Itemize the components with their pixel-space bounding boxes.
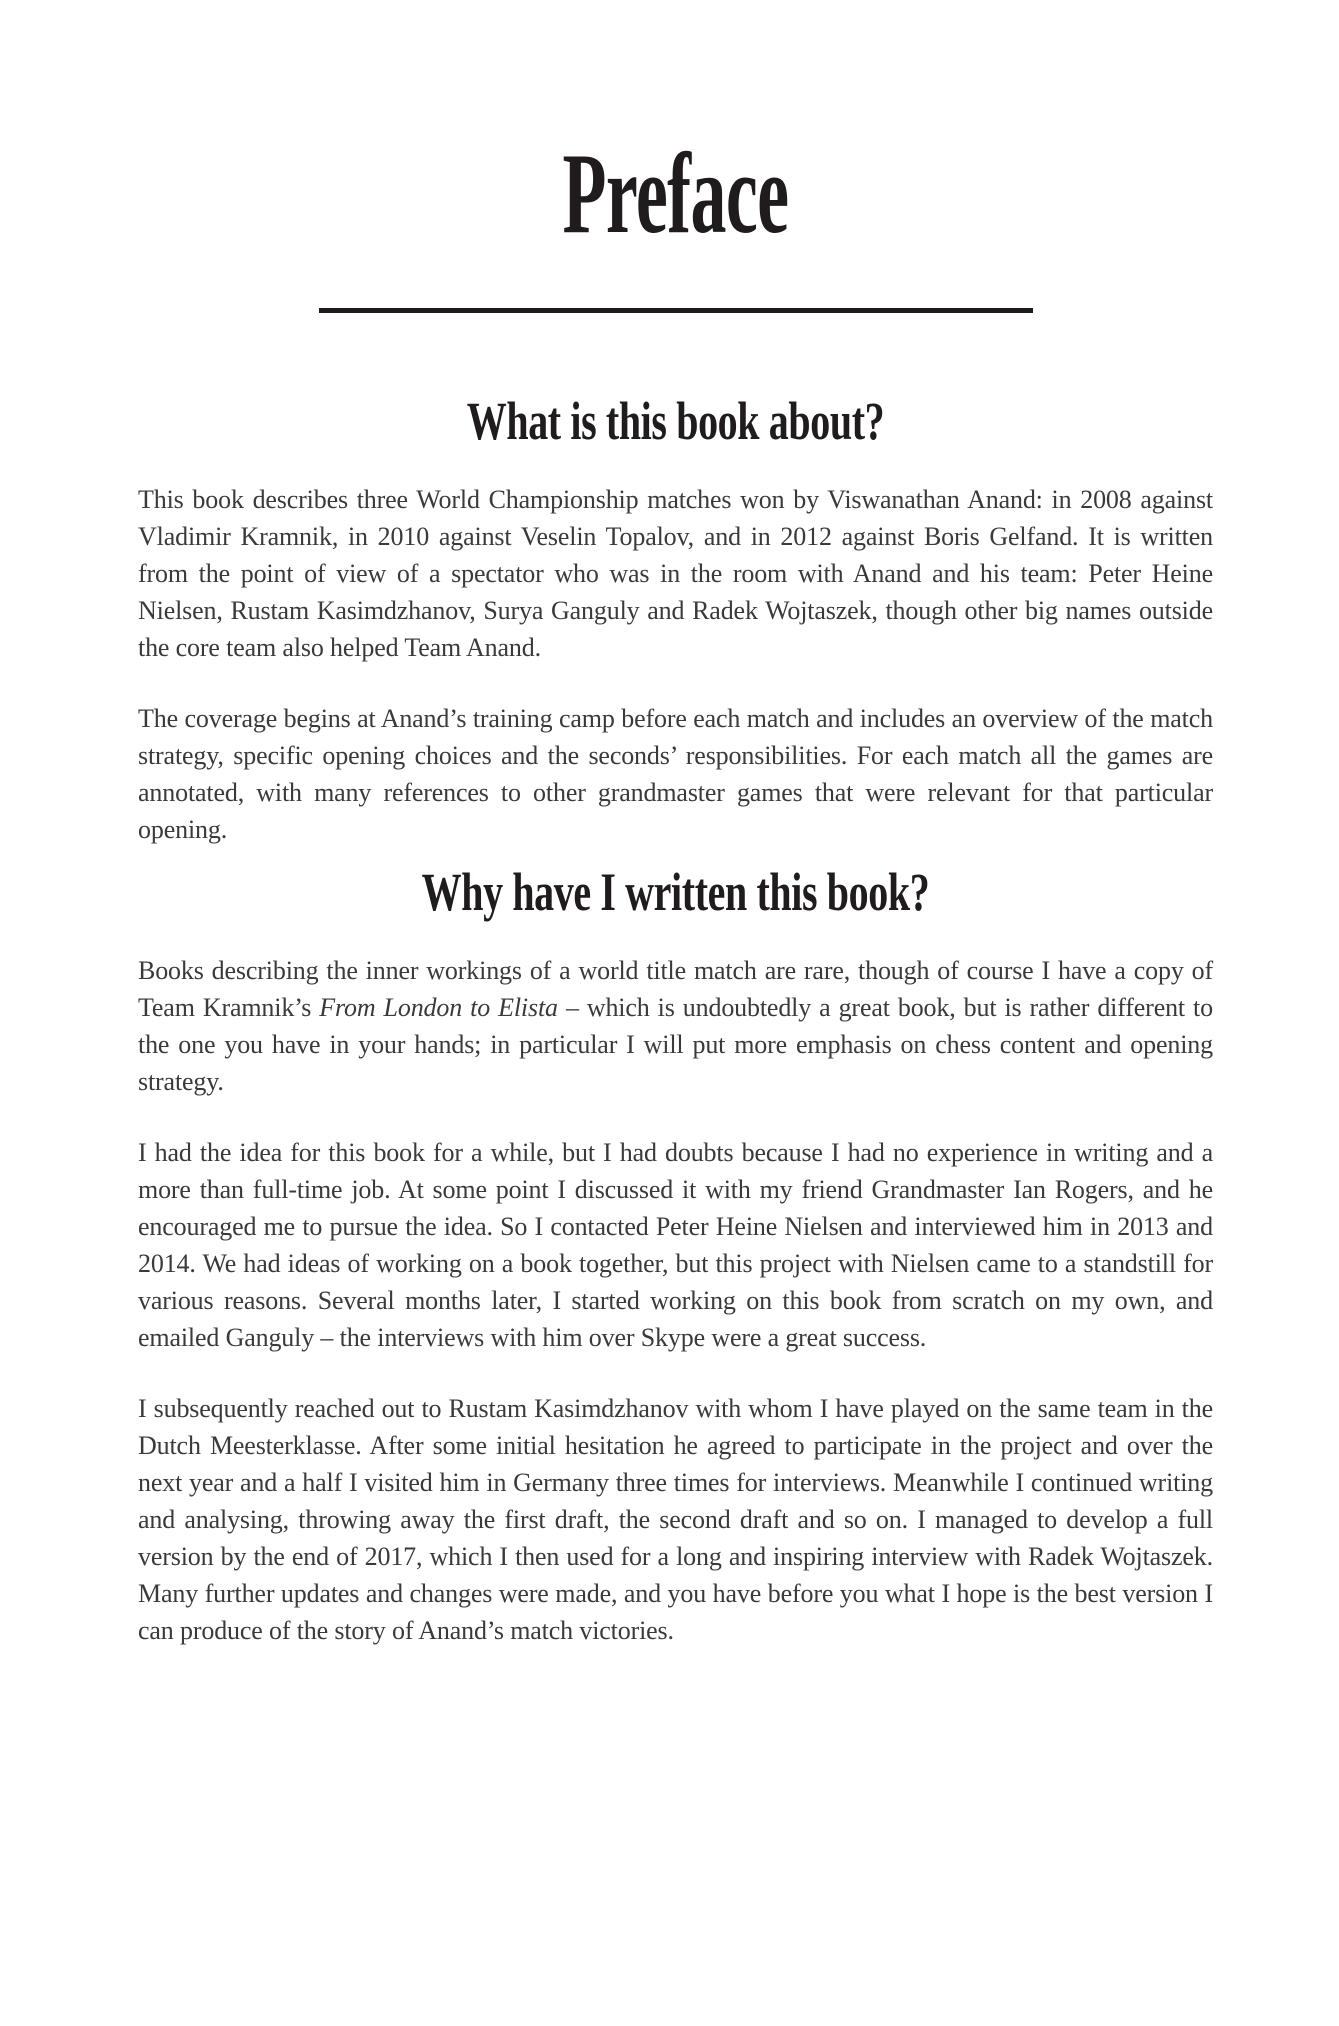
paragraph xyxy=(138,952,1213,1100)
text-run: Books describing the inner workings of a world title match are rare, though of course I have a copy of Team Kramnik’s xyxy=(138,956,1213,1022)
text-run: – which is undoubtedly a great book, but is rather different to the one you have in your hands; in particular I will put more emphasis on chess content and opening strategy. xyxy=(138,993,1213,1096)
section-heading: Why have I written this book? xyxy=(421,862,930,922)
preface-body xyxy=(138,389,1213,1649)
text-run: The coverage begins at Anand’s training camp before each match and includes an overview of the match strategy, specific opening choices and the seconds’ responsibilities. For each match all the games are annotated, with many references to other grandmaster games that were relevant for that particular opening. xyxy=(138,704,1213,844)
paragraph xyxy=(138,481,1213,666)
italic-book-title: From London to Elista xyxy=(319,993,558,1022)
section-heading: What is this book about? xyxy=(466,391,885,451)
page-title: Preface xyxy=(562,130,789,258)
title-divider xyxy=(319,308,1033,313)
paragraph xyxy=(138,700,1213,848)
text-run: This book describes three World Championship matches won by Viswanathan Anand: in 2008 against Vladimir Kramnik, in 2010 against Veselin Topalov, and in 2012 against Boris Gelfand. It is written from the point of view of a spectator who was in the room with Anand and his team: Peter Heine Nielsen, Rustam Kasimdzhanov, Surya Ganguly and Radek Wojtaszek, though other big names outside the core team also helped Team Anand. xyxy=(138,485,1213,662)
paragraph xyxy=(138,1390,1213,1649)
text-run: I subsequently reached out to Rustam Kasimdzhanov with whom I have played on the same team in the Dutch Meesterklasse. After some initial hesitation he agreed to participate in the project and over the next year and a half I visited him in Germany three times for interviews. Meanwhile I continued writing and analysing, throwing away the first draft, the second draft and so on. I managed to develop a full version by the end of 2017, which I then used for a long and inspiring interview with Radek Wojtaszek. Many further updates and changes were made, and you have before you what I hope is the best version I can produce of the story of Anand’s match victories. xyxy=(138,1394,1213,1645)
book-page xyxy=(0,130,1339,2026)
text-run: I had the idea for this book for a while, but I had doubts because I had no experience in writing and a more than full-time job. At some point I discussed it with my friend Grandmaster Ian Rogers, and he encouraged me to pursue the idea. So I contacted Peter Heine Nielsen and interviewed him in 2013 and 2014. We had ideas of working on a book together, but this project with Nielsen came to a standstill for various reasons. Several months later, I started working on this book from scratch on my own, and emailed Ganguly – the interviews with him over Skype were a great success. xyxy=(138,1138,1213,1352)
paragraph xyxy=(138,1134,1213,1356)
